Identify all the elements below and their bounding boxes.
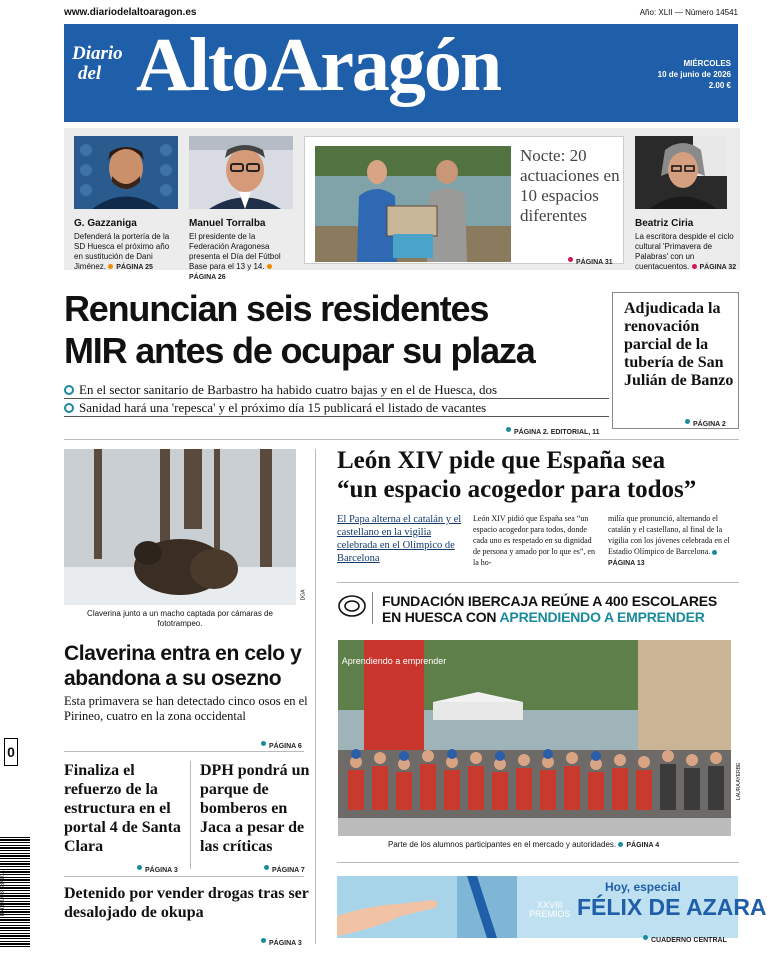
- azara-hoy: Hoy, especial: [605, 880, 681, 894]
- fundacion-caption: Parte de los alumnos participantes en el mercado y autoridades. PÁGINA 4: [388, 840, 660, 849]
- column-divider: [315, 449, 316, 944]
- pope-col-2: milía que pronunció, alternando el catalán y el castellano, al final de la vigilia con los jóvenes celebrada en el Estadio Olímpico de Barcelona. PÁGINA 13: [608, 514, 730, 567]
- teal-dot-icon: [261, 938, 266, 943]
- brief-page: PÁGINA 7: [264, 859, 305, 877]
- brief-headline[interactable]: Finaliza el refuerzo de la estructura en el portal 4 de Santa Clara: [64, 762, 181, 855]
- nocte-headline: Nocte: 20 actuaciones en 10 espacios diferentes: [520, 146, 620, 225]
- site-url[interactable]: www.diariodelaltoaragon.es: [64, 7, 197, 18]
- teal-dot-icon: [264, 865, 269, 870]
- teal-dot-icon: [685, 419, 690, 424]
- brief-page: PÁGINA 3: [261, 932, 302, 950]
- bear-page: PÁGINA 6: [261, 735, 302, 753]
- column-divider: [190, 761, 191, 869]
- masthead-title: AltoAragón: [136, 23, 501, 107]
- barcode-addon: 0: [4, 738, 18, 766]
- pope-headline[interactable]: León XIV pide que España sea “un espacio acogedor para todos”: [337, 447, 697, 503]
- masthead: [64, 24, 738, 122]
- pink-dot-icon: [568, 257, 573, 262]
- promo-name: G. Gazzaniga: [74, 218, 137, 229]
- masthead-prefix: Diario del: [72, 43, 123, 84]
- promo-name: Manuel Torralba: [189, 218, 266, 229]
- pope-deck: El Papa alterna el catalán y el castellano en la vigilia celebrada en el Olímpico de Barcelona: [337, 514, 462, 564]
- sidebox-headline[interactable]: Adjudicada la renovación parcial de la tubería de San Julián de Banzo: [624, 300, 734, 389]
- barcode-digits: 8 437008 334011: [0, 869, 7, 917]
- sidebox-page: PÁGINA 2: [685, 413, 726, 431]
- azara-title: FÉLIX DE AZARA: [577, 894, 767, 920]
- divider: [337, 582, 739, 583]
- lead-headline[interactable]: Renuncian seis residentes MIR antes de ocupar su plaza: [64, 288, 535, 371]
- divider: [64, 439, 739, 440]
- divider: [372, 592, 373, 624]
- nocte-page: PÁGINA 31: [568, 251, 613, 269]
- teal-dot-icon: [643, 935, 648, 940]
- lead-bullets: En el sector sanitario de Barbastro ha habido cuatro bajas y en el de Huesca, dos Sanidad hará una 'repesca' y el próximo día 15 publicará el listado de vacantes: [64, 381, 609, 417]
- bear-headline[interactable]: Claverina entra en celo y abandona a su osezno: [64, 642, 302, 690]
- bullet-circle-icon: [64, 385, 74, 395]
- promo-name: Beatriz Ciria: [635, 218, 694, 229]
- teal-dot-icon: [261, 741, 266, 746]
- brief-headline[interactable]: DPH pondrá un parque de bomberos en Jaca a pesar de las críticas: [200, 762, 310, 855]
- orange-dot-icon: [108, 264, 113, 269]
- teal-dot-icon: [618, 842, 623, 847]
- orange-dot-icon: [267, 264, 272, 269]
- divider: [64, 876, 304, 877]
- pink-dot-icon: [692, 264, 697, 269]
- fundacion-photo: [338, 640, 731, 836]
- promo-text: La escritora despide el ciclo cultural 'Primavera de Palabras' con un cuentacuentos. PÁGINA 32: [635, 232, 737, 271]
- brief-page: PÁGINA 3: [137, 859, 178, 877]
- teal-dot-icon: [506, 427, 511, 432]
- gazzaniga-photo: [74, 136, 178, 209]
- brief-headline[interactable]: Detenido por vender drogas tras ser desalojado de okupa: [64, 885, 309, 921]
- divider: [337, 862, 739, 863]
- bear-photo: [64, 449, 296, 605]
- fundacion-credit: LAURA AYERBE: [736, 762, 742, 800]
- promo-text: Defenderá la portería de la SD Huesca el próximo año en sustitución de Dani Jiménez. PÁGINA 25: [74, 232, 170, 271]
- bear-caption: Claverina junto a un macho captada por cámaras de fototrampeo.: [87, 609, 273, 628]
- torralba-photo: [189, 136, 293, 209]
- banner-text: Aprendiendo a emprender: [341, 656, 447, 666]
- issue-number: Año: XLII — Número 14541: [639, 8, 738, 17]
- bear-deck: Esta primavera se han detectado cinco osos en el Pirineo, cuatro en la zona occidental: [64, 694, 308, 723]
- ciria-photo: [635, 136, 727, 209]
- bear-credit: DGA: [300, 589, 307, 601]
- fundacion-headline[interactable]: FUNDACIÓN IBERCAJA REÚNE A 400 ESCOLARES EN HUESCA CON APRENDIENDO A EMPRENDER: [382, 593, 718, 625]
- azara-premios: XXVIII PREMIOS: [529, 900, 571, 919]
- nocte-photo: [315, 146, 511, 262]
- masthead-date: MIÉRCOLES 10 de junio de 2026 2.00 €: [657, 59, 731, 90]
- bullet-circle-icon: [64, 403, 74, 413]
- promo-text: El presidente de la Federación Aragonesa presenta el Día del Fútbol Base para el 13 y 14. PÁGINA 26: [189, 232, 281, 281]
- azara-page: CUADERNO CENTRAL: [643, 929, 727, 947]
- teal-dot-icon: [137, 865, 142, 870]
- pope-col-1: León XIV pidió que España sea “un espacio acogedor para todos, donde cada uno es respetado en su dignidad de persona y amado por lo que es”, en la ho-: [473, 514, 595, 567]
- ibercaja-logo-icon: [337, 594, 367, 618]
- lead-page: PÁGINA 2. EDITORIAL, 11: [506, 421, 600, 439]
- divider: [64, 751, 304, 752]
- teal-dot-icon: [712, 550, 717, 555]
